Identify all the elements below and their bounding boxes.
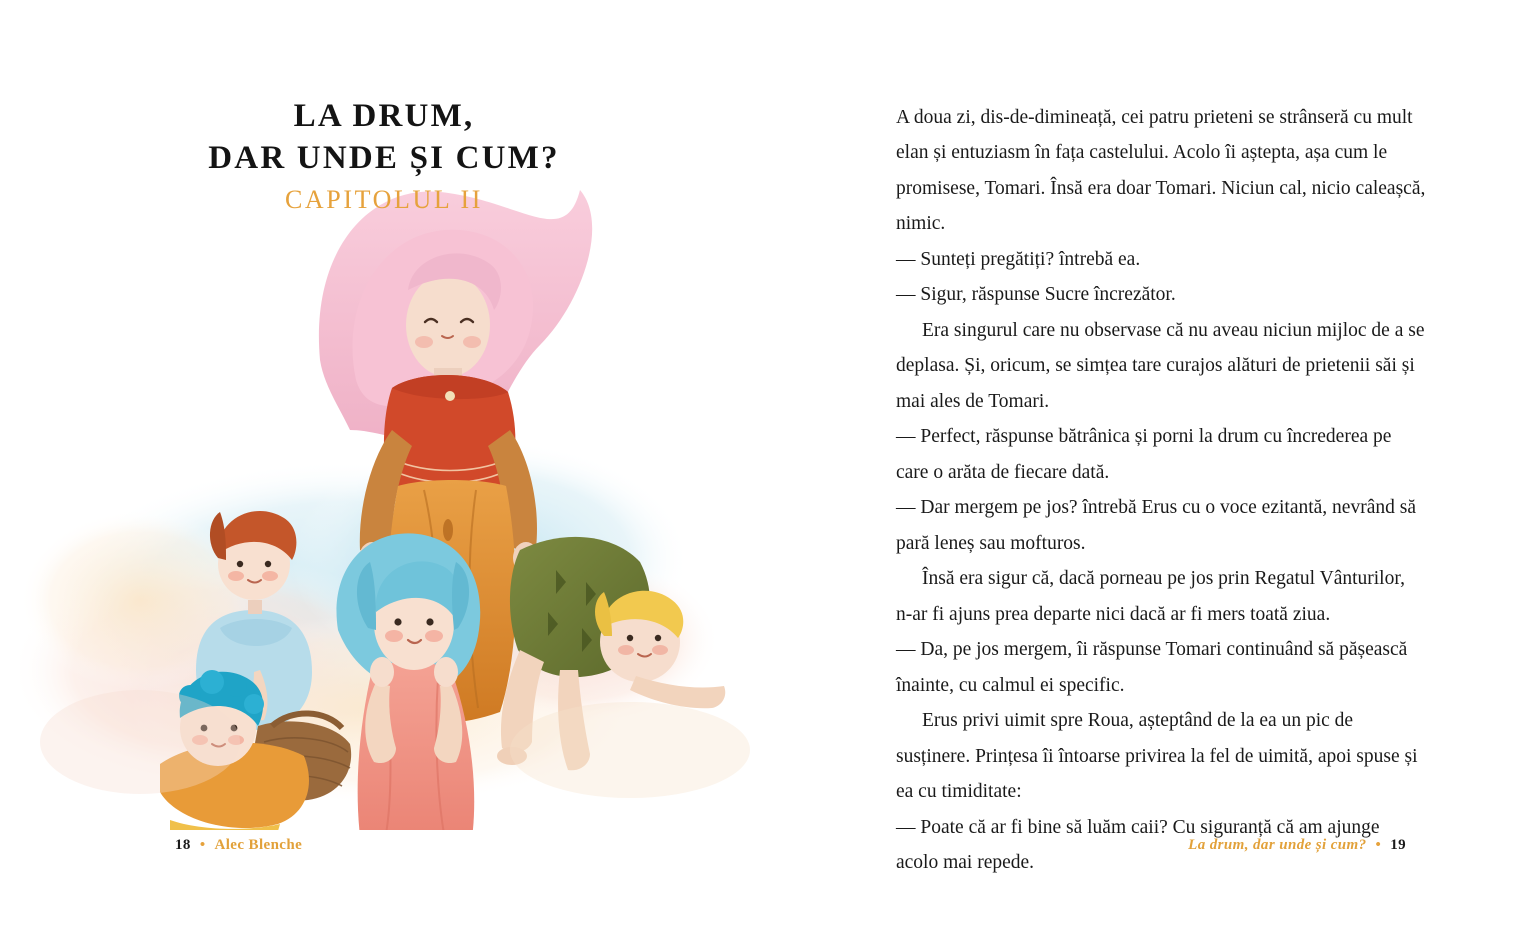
footer-left	[175, 837, 302, 854]
chapter-illustration	[20, 130, 750, 830]
right-page	[768, 0, 1536, 950]
paragraph: — Sunteți pregătiți? întrebă ea.	[896, 248, 1141, 270]
footer-right	[1188, 837, 1406, 854]
running-head: La drum, dar unde și cum?	[1188, 837, 1367, 853]
page-title	[0, 95, 768, 179]
chapter-title-line-2: DAR UNDE ȘI CUM?	[208, 140, 560, 177]
paragraph: — Perfect, răspunse bătrânica și porni la drum cu încrederea pe care o arăta de fiecare dată.	[896, 426, 1392, 483]
paragraph: — Poate că ar fi bine să luăm caii? Cu siguranță că am ajunge acolo mai repede.	[896, 816, 1380, 874]
paragraph: — Da, pe jos mergem, îi răspunse Tomari continuând să pășească înainte, cu calmul ei specific.	[896, 639, 1408, 696]
paragraph: Însă era sigur că, dacă porneau pe jos prin Regatul Vânturilor, n-ar fi ajuns prea departe nici dacă ar fi mers toată ziua.	[896, 568, 1405, 625]
footer-separator-right: •	[1375, 837, 1382, 853]
author-name: Alec Blenche	[214, 837, 303, 853]
paragraph: Erus privi uimit spre Roua, așteptând de la ea un pic de susținere. Prințesa îi întoarse privirea la fel de uimită, apoi spuse și ea cu timiditate:	[896, 710, 1418, 803]
chapter-number: CAPITOLUL II	[284, 185, 484, 215]
paragraph: — Sigur, răspunse Sucre încrezător.	[896, 284, 1176, 306]
chapter-heading	[0, 95, 768, 215]
body-text	[896, 100, 1426, 881]
footer-separator-left: •	[199, 837, 206, 853]
chapter-title-line-1: LA DRUM,	[293, 98, 475, 134]
page-number-right: 19	[1390, 837, 1406, 853]
page-number-left: 18	[175, 837, 191, 853]
paragraph: Era singurul care nu observase că nu aveau niciun mijloc de a se deplasa. Și, oricum, se simțea tare curajos alături de prietenii săi și mai ales de Tomari.	[896, 319, 1425, 412]
paragraph: — Dar mergem pe jos? întrebă Erus cu o voce ezitantă, nevrând să pară leneș sau mofturos.	[896, 497, 1416, 554]
paragraph: A doua zi, dis-de-dimineață, cei patru prieteni se strânseră cu mult elan și entuziasm în fața castelului. Acolo îi aștepta, așa cum le promisese, Tomari. Însă era doar Tomari. Niciun cal, nicio caleașcă, nimic.	[896, 107, 1426, 235]
